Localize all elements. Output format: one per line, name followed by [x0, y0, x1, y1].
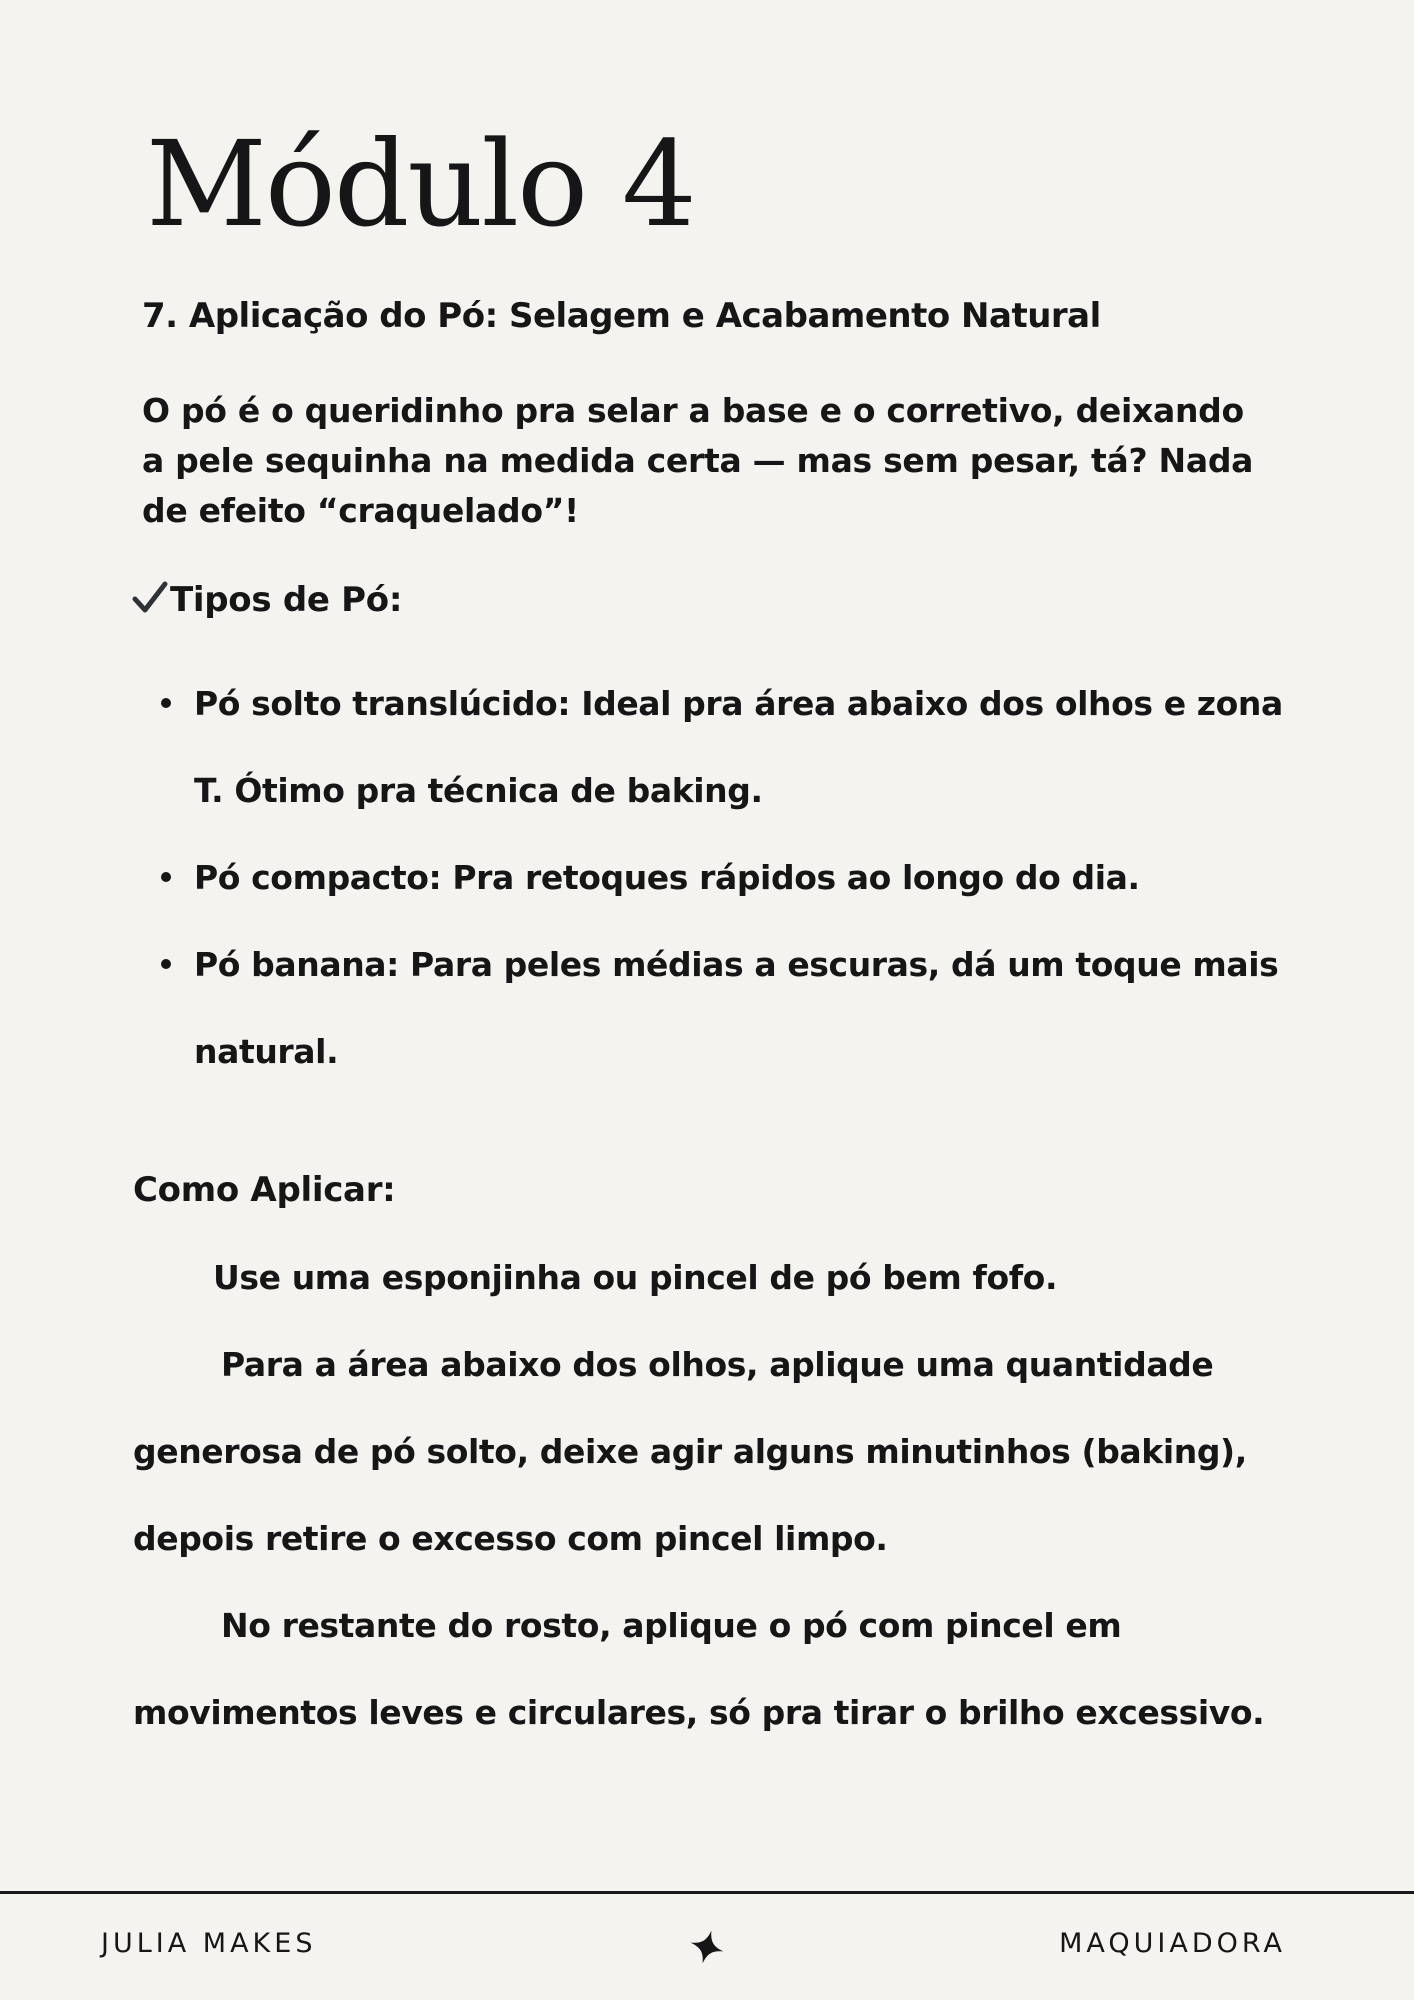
application-step: Use uma esponjinha ou pincel de pó bem fofo.	[213, 1258, 1058, 1297]
list-item: Pó compacto: Pra retoques rápidos ao longo do dia.	[150, 834, 1300, 921]
how-to-apply-body	[133, 1234, 1313, 1756]
footer-role: MAQUIADORA	[1059, 1928, 1286, 1959]
types-heading-label: Tipos de Pó:	[170, 580, 403, 620]
intro-paragraph: O pó é o queridinho pra selar a base e o corretivo, deixando a pele sequinha na medida certa — mas sem pesar, tá? Nada de efeito “craquelado”!	[142, 391, 1254, 530]
sparkle-star-icon	[688, 1928, 726, 1966]
footer-brand: JULIA MAKES	[101, 1928, 317, 1959]
footer	[0, 1894, 1414, 2000]
powder-types-list	[150, 660, 1300, 1095]
section-subtitle: 7. Aplicação do Pó: Selagem e Acabamento Natural	[142, 296, 1101, 336]
application-step: No restante do rosto, aplique o pó com pincel em movimentos leves e circulares, só pra tirar o brilho excessivo.	[133, 1606, 1265, 1732]
how-to-apply-heading: Como Aplicar:	[133, 1170, 396, 1210]
list-item: Pó solto translúcido: Ideal pra área abaixo dos olhos e zona T. Ótimo pra técnica de baking.	[150, 660, 1300, 834]
types-heading	[132, 580, 402, 624]
page-title: Módulo 4	[146, 115, 695, 253]
application-step: Para a área abaixo dos olhos, aplique uma quantidade generosa de pó solto, deixe agir alguns minutinhos (baking), depois retire o excesso com pincel limpo.	[133, 1345, 1247, 1558]
checkmark-icon	[132, 581, 170, 624]
list-item: Pó banana: Para peles médias a escuras, dá um toque mais natural.	[150, 921, 1300, 1095]
